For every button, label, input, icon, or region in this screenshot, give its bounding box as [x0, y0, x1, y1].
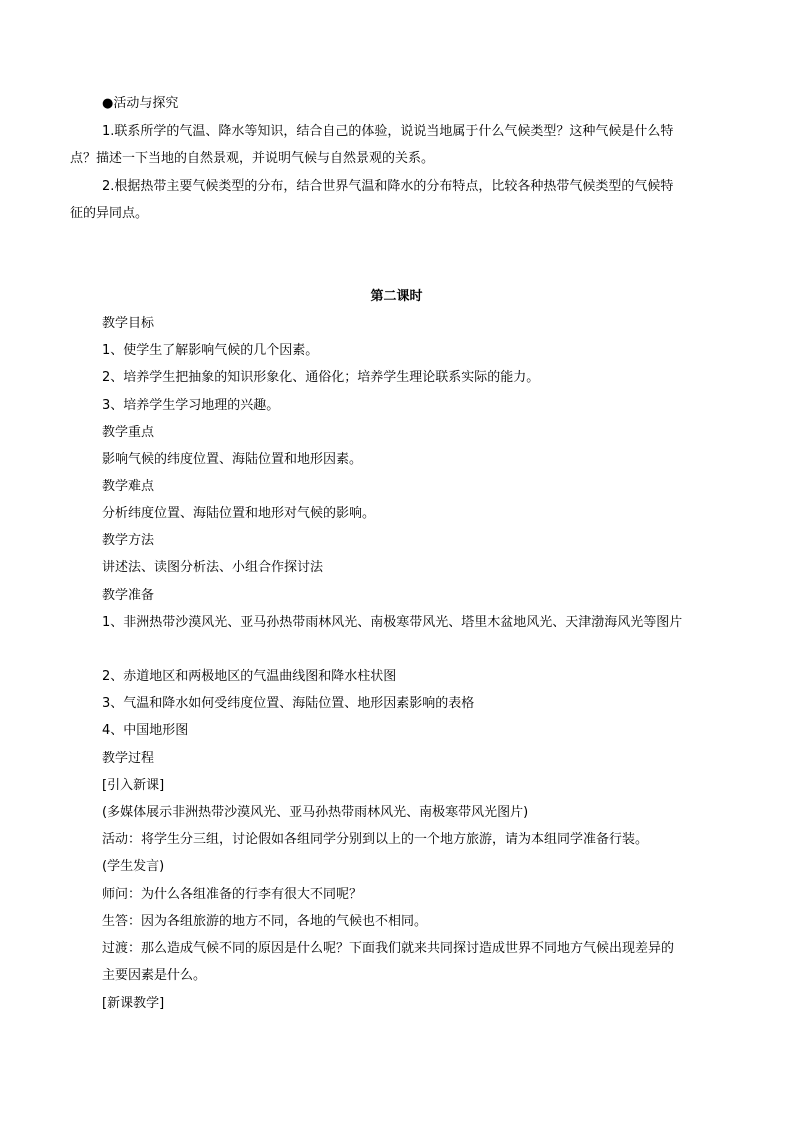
difficulty-text: 分析纬度位置、海陆位置和地形对气候的影响。 — [102, 506, 376, 521]
method-text: 讲述法、读图分析法、小组合作探讨法 — [102, 560, 324, 575]
lesson-title: 第二课时 — [370, 289, 423, 304]
new-lesson-tag: [新课教学] — [102, 996, 165, 1011]
activity-text: 活动：将学生分三组，讨论假如各组同学分别到以上的一个地方旅游，请为本组同学准备行装。 — [102, 832, 649, 847]
preparation-heading: 教学准备 — [102, 588, 155, 603]
goal-2: 2、培养学生把抽象的知识形象化、通俗化；培养学生理论联系实际的能力。 — [102, 370, 540, 385]
process-heading: 教学过程 — [102, 751, 155, 766]
teacher-question: 师问：为什么各组准备的行李有很大不同呢？ — [102, 887, 363, 902]
intro-media-note: (多媒体展示非洲热带沙漠风光、亚马孙热带雨林风光、南极寒带风光图片) — [102, 805, 529, 820]
student-answer: 生答：因为各组旅游的地方不同，各地的气候也不相同。 — [102, 914, 428, 929]
preparation-item-1: 1、非洲热带沙漠风光、亚马孙热带雨林风光、南极寒带风光、塔里木盆地风光、天津渤海风光等图片 — [102, 615, 683, 630]
transition-line-1: 过渡：那么造成气候不同的原因是什么呢？下面我们就来共同探讨造成世界不同地方气候出现差异的 — [102, 941, 675, 956]
activity-item-2-line-1: 2.根据热带主要气候类型的分布，结合世界气温和降水的分布特点，比较各种热带气候类型的气候特 — [102, 179, 674, 194]
key-points-text: 影响气候的纬度位置、海陆位置和地形因素。 — [102, 452, 363, 467]
goal-1: 1、使学生了解影响气候的几个因素。 — [102, 343, 319, 358]
student-speak-note: (学生发言) — [102, 859, 165, 874]
preparation-item-2: 2、赤道地区和两极地区的气温曲线图和降水柱状图 — [102, 669, 397, 684]
activity-item-2-line-2: 征的异同点。 — [70, 206, 149, 221]
activity-item-1-line-2: 点？描述一下当地的自然景观，并说明气候与自然景观的关系。 — [70, 151, 435, 166]
method-heading: 教学方法 — [102, 533, 155, 548]
key-points-heading: 教学重点 — [102, 425, 155, 440]
goals-heading: 教学目标 — [102, 316, 155, 331]
preparation-item-3: 3、气温和降水如何受纬度位置、海陆位置、地形因素影响的表格 — [102, 696, 475, 711]
intro-tag: [引入新课] — [102, 778, 165, 793]
difficulty-heading: 教学难点 — [102, 479, 155, 494]
transition-line-2: 主要因素是什么。 — [102, 968, 207, 983]
preparation-item-4: 4、中国地形图 — [102, 723, 189, 738]
activity-item-1-line-1: 1.联系所学的气温、降水等知识，结合自己的体验，说说当地属于什么气候类型？这种气候是什么特 — [102, 124, 674, 139]
activity-heading: ●活动与探究 — [102, 96, 179, 111]
goal-3: 3、培养学生学习地理的兴趣。 — [102, 398, 280, 413]
